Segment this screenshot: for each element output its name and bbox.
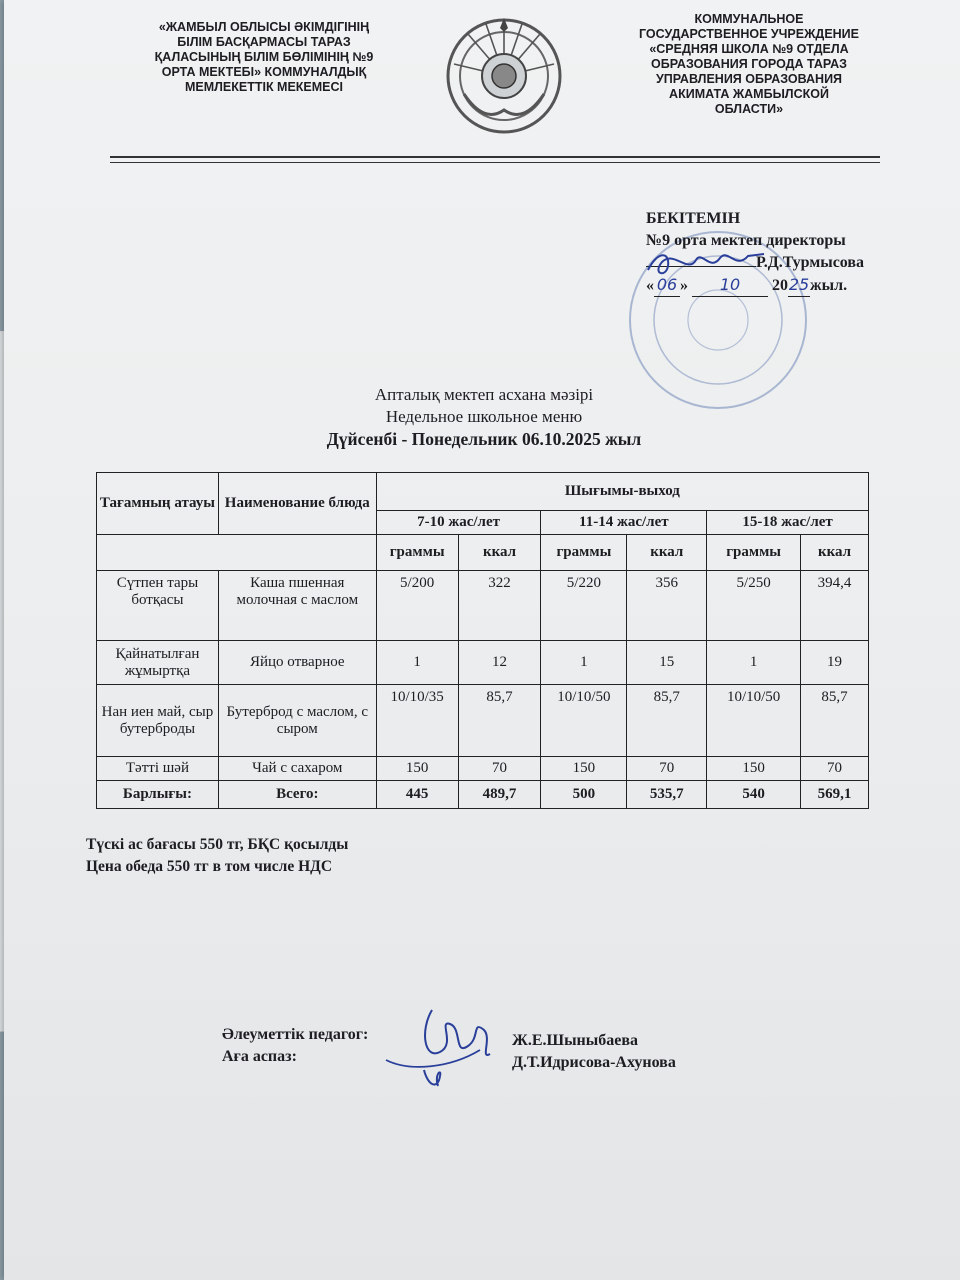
cell-kcal: 19 (801, 641, 869, 685)
header-grams: граммы (541, 535, 627, 571)
header-left-kazakh (124, 20, 404, 95)
cell-kcal: 15 (627, 641, 707, 685)
header-right-line: «СРЕДНЯЯ ШКОЛА №9 ОТДЕЛА (649, 42, 849, 56)
header-right-line: АКИМАТА ЖАМБЫЛСКОЙ (669, 87, 829, 101)
cell-grams: 5/250 (707, 571, 801, 641)
cell-kcal: 85,7 (801, 685, 869, 757)
dish-russian: Каша пшенная молочная с маслом (218, 571, 376, 641)
cell-grams: 10/10/50 (541, 685, 627, 757)
table-header-row (97, 473, 869, 511)
header-left-line: МЕМЛЕКЕТТІК МЕКЕМЕСІ (184, 80, 344, 94)
cell-kcal: 85,7 (458, 685, 541, 757)
header-kcal: ккал (801, 535, 869, 571)
cell-kcal: 12 (458, 641, 541, 685)
staff-signature-icon (380, 990, 510, 1100)
header-divider-thin (110, 162, 880, 163)
table-row (97, 757, 869, 781)
cell-kcal: 70 (801, 757, 869, 781)
cell-kcal: 394,4 (801, 571, 869, 641)
approval-position: №9 орта мектеп директоры (646, 232, 846, 249)
dish-russian: Бутерброд с маслом, с сыром (218, 685, 376, 757)
price-russian: Цена обеда 550 тг в том числе НДС (86, 858, 333, 875)
approval-date-line: « 06 » 10 2025жыл. (646, 274, 906, 297)
cell-grams: 10/10/35 (376, 685, 458, 757)
dish-kazakh: Тәтті шәй (97, 757, 219, 781)
signature-names (512, 1030, 676, 1074)
approval-label: БЕКІТЕМІН (646, 210, 741, 227)
header-right-line: ГОСУДАРСТВЕННОЕ УЧРЕЖДЕНИЕ (638, 27, 860, 41)
header-right-line: ОБЛАСТИ» (714, 102, 784, 116)
role-social-pedagogue: Әлеуметтік педагог: (222, 1026, 369, 1043)
name-head-cook: Д.Т.Идрисова-Ахунова (512, 1054, 676, 1071)
price-kazakh: Түскі ас бағасы 550 тг, БҚС қосылды (86, 836, 349, 853)
total-kcal: 489,7 (458, 781, 541, 809)
header-left-line: ҚАЛАСЫНЫҢ БІЛІМ БӨЛІМІНІҢ №9 (154, 50, 374, 64)
total-label-russian: Всего: (218, 781, 376, 809)
approval-month: 10 (692, 274, 768, 297)
document-page (4, 0, 960, 1280)
director-signature-icon (640, 244, 770, 284)
table-row (97, 571, 869, 641)
header-left-line: ОРТА МЕКТЕБІ» КОММУНАЛДЫҚ (161, 65, 367, 79)
table-row (97, 685, 869, 757)
header-age-group: 15-18 жас/лет (707, 511, 869, 535)
header-left-line: «ЖАМБЫЛ ОБЛЫСЫ ӘКІМДІГІНІҢ (158, 20, 370, 34)
approval-director-name: Р.Д.Турмысова (756, 254, 865, 271)
cell-kcal: 85,7 (627, 685, 707, 757)
cell-kcal: 70 (458, 757, 541, 781)
cell-grams: 150 (376, 757, 458, 781)
header-divider (110, 156, 880, 158)
dish-russian: Чай с сахаром (218, 757, 376, 781)
unit-row-blank (97, 535, 377, 571)
dish-russian: Яйцо отварное (218, 641, 376, 685)
approval-year-prefix: 20 (772, 277, 788, 294)
menu-titles (284, 384, 684, 450)
name-social-pedagogue: Ж.Е.Шыныбаева (512, 1032, 639, 1049)
cell-kcal: 322 (458, 571, 541, 641)
state-emblem-icon (444, 14, 564, 138)
total-label-kazakh: Барлығы: (97, 781, 219, 809)
menu-table (96, 472, 869, 809)
total-grams: 445 (376, 781, 458, 809)
cell-grams: 1 (376, 641, 458, 685)
approval-year-word: жыл. (810, 277, 848, 294)
header-age-group: 7-10 жас/лет (376, 511, 541, 535)
header-right-russian (604, 12, 894, 117)
total-kcal: 569,1 (801, 781, 869, 809)
price-note (86, 834, 348, 878)
dish-kazakh: Сүтпен тары ботқасы (97, 571, 219, 641)
signature-roles (222, 1024, 368, 1068)
header-kcal: ккал (458, 535, 541, 571)
header-grams: граммы (707, 535, 801, 571)
table-total-row (97, 781, 869, 809)
cell-grams: 1 (707, 641, 801, 685)
total-grams: 500 (541, 781, 627, 809)
title-day-date: Дүйсенбі - Понедельник 06.10.2025 жыл (326, 429, 642, 449)
dish-kazakh: Қайнатылған жұмыртқа (97, 641, 219, 685)
cell-grams: 150 (541, 757, 627, 781)
cell-kcal: 356 (627, 571, 707, 641)
cell-grams: 1 (541, 641, 627, 685)
header-right-line: ОБРАЗОВАНИЯ ГОРОДА ТАРАЗ (650, 57, 847, 71)
cell-grams: 5/200 (376, 571, 458, 641)
header-kcal: ккал (627, 535, 707, 571)
dish-kazakh: Нан иен май, сыр бутерброды (97, 685, 219, 757)
title-russian: Недельное школьное меню (385, 407, 583, 426)
table-unit-row (97, 535, 869, 571)
cell-grams: 10/10/50 (707, 685, 801, 757)
cell-grams: 5/220 (541, 571, 627, 641)
role-head-cook: Аға аспаз: (222, 1048, 297, 1065)
header-output: Шығымы-выход (376, 473, 868, 511)
header-age-group: 11-14 жас/лет (541, 511, 707, 535)
approval-year-suffix: 25 (788, 274, 810, 297)
title-kazakh: Апталық мектеп асхана мәзірі (374, 385, 594, 404)
approval-day: 06 (654, 274, 680, 297)
table-row (97, 641, 869, 685)
header-right-line: КОММУНАЛЬНОЕ (694, 12, 804, 26)
header-dish-kazakh: Тағамның атауы (97, 473, 219, 535)
total-grams: 540 (707, 781, 801, 809)
header-right-line: УПРАВЛЕНИЯ ОБРАЗОВАНИЯ (655, 72, 843, 86)
header-dish-russian: Наименование блюда (218, 473, 376, 535)
header-left-line: БІЛІМ БАСҚАРМАСЫ ТАРАЗ (177, 35, 351, 49)
header-grams: граммы (376, 535, 458, 571)
total-kcal: 535,7 (627, 781, 707, 809)
cell-grams: 150 (707, 757, 801, 781)
cell-kcal: 70 (627, 757, 707, 781)
